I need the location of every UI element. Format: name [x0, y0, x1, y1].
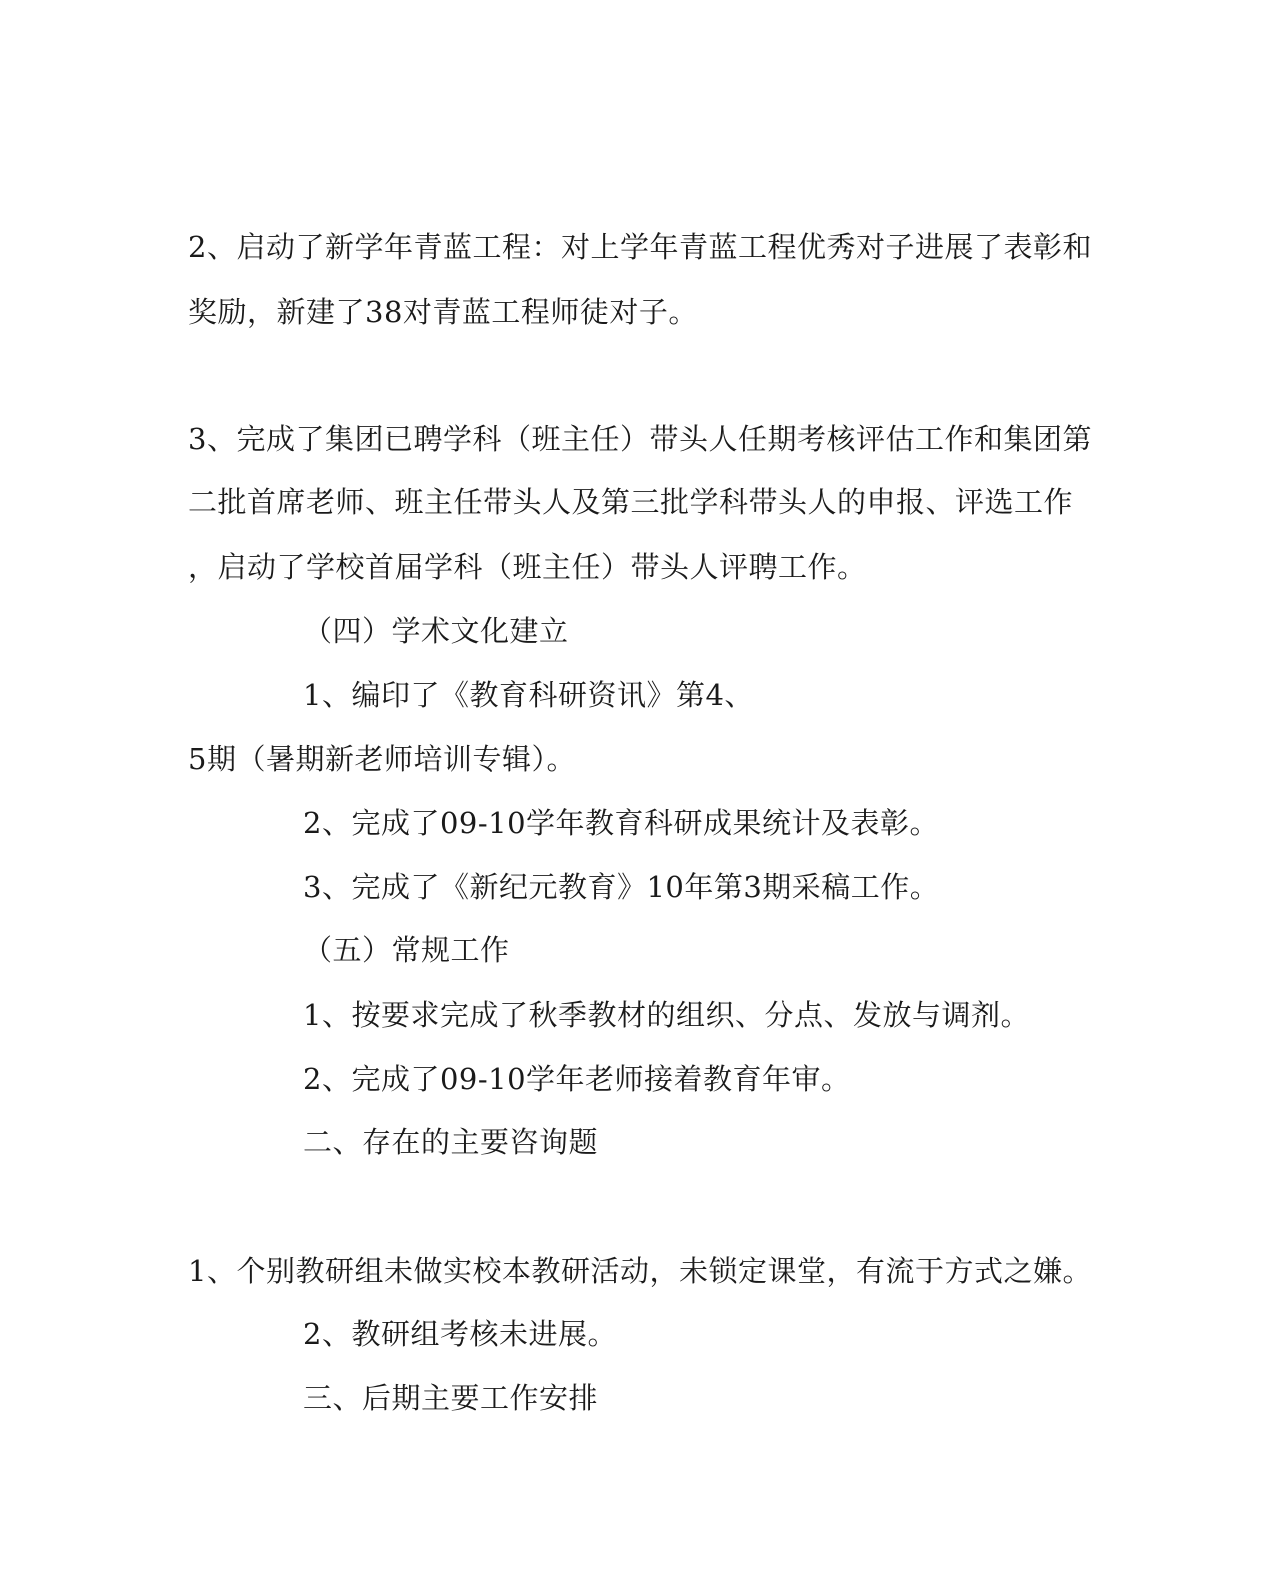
- paragraph-line: 3、完成了集团已聘学科（班主任）带头人任期考核评估工作和集团第: [188, 422, 1092, 456]
- paragraph-line: 2、完成了09-10学年教育科研成果统计及表彰。: [303, 806, 940, 840]
- section-heading: 三、后期主要工作安排: [303, 1381, 599, 1415]
- paragraph-line: 奖励，新建了38对青蓝工程师徒对子。: [188, 295, 698, 329]
- section-heading: 二、存在的主要咨询题: [303, 1125, 599, 1159]
- section-heading: （四）学术文化建立: [303, 614, 569, 648]
- paragraph-line: ，启动了学校首届学科（班主任）带头人评聘工作。: [188, 550, 867, 584]
- paragraph-line: 2、教研组考核未进展。: [303, 1317, 617, 1351]
- paragraph-line: 3、完成了《新纪元教育》10年第3期采稿工作。: [303, 870, 940, 904]
- paragraph-line: 2、启动了新学年青蓝工程：对上学年青蓝工程优秀对子进展了表彰和: [188, 230, 1092, 264]
- section-heading: （五）常规工作: [303, 933, 510, 967]
- paragraph-line: 二批首席老师、班主任带头人及第三批学科带头人的申报、评选工作: [188, 485, 1074, 519]
- paragraph-line: 2、完成了09-10学年老师接着教育年审。: [303, 1062, 851, 1096]
- paragraph-line: 5期（暑期新老师培训专辑）。: [188, 742, 576, 776]
- paragraph-line: 1、编印了《教育科研资讯》第4、: [303, 678, 754, 712]
- paragraph-line: 1、个别教研组未做实校本教研活动，未锁定课堂，有流于方式之嫌。: [188, 1254, 1092, 1288]
- paragraph-line: 1、按要求完成了秋季教材的组织、分点、发放与调剂。: [303, 998, 1030, 1032]
